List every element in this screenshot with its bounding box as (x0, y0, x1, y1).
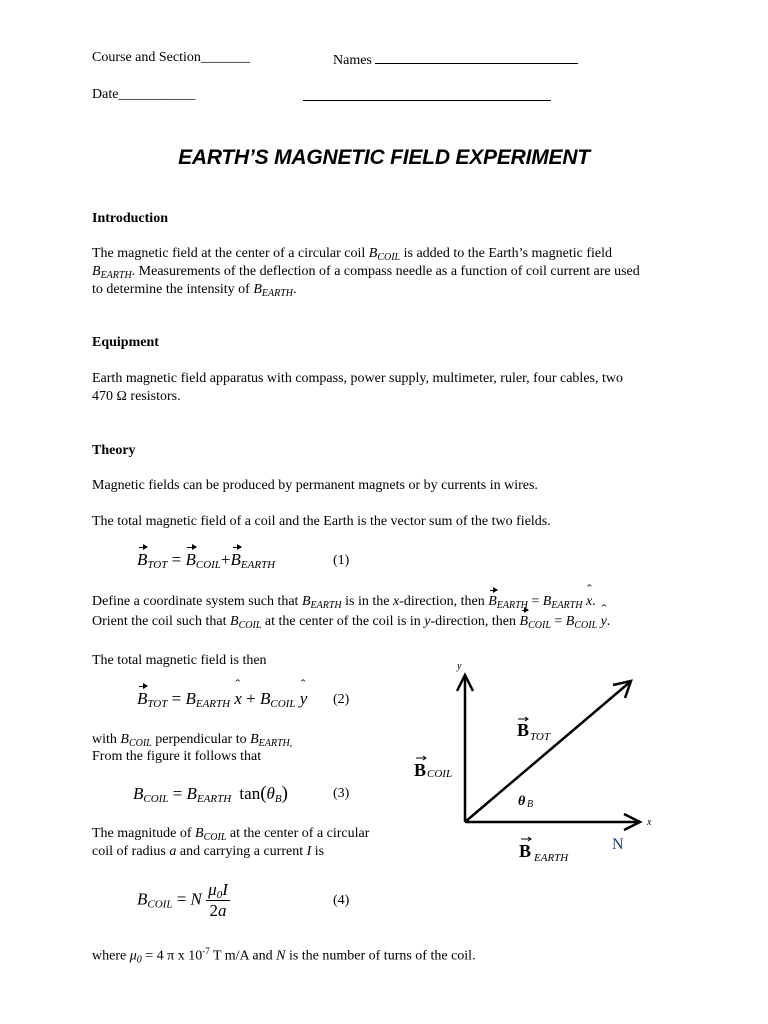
theory-perpendicular-line: with $B_{COIL}$ perpendicular to $B_{EARTH,}$ (92, 732, 293, 749)
svg-text:B: B (517, 720, 530, 740)
names-label: Names (333, 53, 372, 68)
intro-line-2: $B_{EARTH}$. Measurements of the deflection of a compass needle as a function of coil current are used (92, 264, 640, 281)
equation-2: $B_{TOT} = B_{EARTH}$ ˆ $x + B_{COIL}$ ˆ y (137, 689, 307, 709)
intro-line-1: The magnetic field at the center of a circular coil $B_{COIL}$ is added to the Earth’s magnetic field (92, 246, 612, 263)
names-blank (375, 49, 578, 64)
equipment-heading: Equipment (92, 335, 159, 350)
svg-text:EARTH: EARTH (534, 852, 569, 864)
y-axis-label: y (457, 661, 462, 672)
x-axis-label: x (647, 817, 652, 828)
equation-3: $B_{COIL} = B_{EARTH}$ $\tan(\theta_B)$ (133, 783, 288, 805)
equation-1: $B_{TOT} = B_{COIL}+B_{EARTH}$ (137, 550, 276, 571)
theory-define-line-1: Define a coordinate system such that $B_{EARTH}$ is in the x-direction, then $B_{EARTH} = B_{EARTH}$ ˆ x. (92, 593, 596, 611)
b-earth-label (519, 837, 569, 864)
theory-define-line-2: Orient the coil such that $B_{COIL}$ at the center of the coil is in y-direction, then $B_{COIL} = B_{COIL}$ ˆ y. (92, 613, 610, 631)
theory-figure-line: From the figure it follows that (92, 749, 262, 764)
names-field (333, 49, 578, 70)
vector-diagram (400, 655, 680, 870)
equation-4: $B_{COIL} = N$ $\frac{\mu_0I}{2a}$ (137, 880, 228, 920)
theory-paragraph-2: The total magnetic field of a coil and the Earth is the vector sum of the two fields. (92, 514, 551, 529)
equipment-line-1: Earth magnetic field apparatus with compass, power supply, multimeter, ruler, four cables, two (92, 371, 623, 386)
equipment-line-2: 470 Ω resistors. (92, 389, 181, 404)
page-title: EARTH’S MAGNETIC FIELD EXPERIMENT (178, 146, 590, 169)
svg-text:θ: θ (518, 794, 526, 809)
equation-2-number: (2) (333, 692, 350, 707)
introduction-heading: Introduction (92, 211, 168, 226)
b-coil-label (414, 756, 452, 780)
theory-magnitude-line-1: The magnitude of $B_{COIL}$ at the center of a circular (92, 826, 370, 843)
svg-text:B: B (414, 760, 427, 780)
svg-text:TOT: TOT (530, 731, 550, 743)
theory-magnitude-line-2: coil of radius a and carrying a current I is (92, 844, 325, 859)
theory-heading: Theory (92, 443, 136, 458)
svg-text:B: B (519, 841, 532, 861)
theory-paragraph-1: Magnetic fields can be produced by permanent magnets or by currents in wires. (92, 478, 538, 493)
equation-3-number: (3) (333, 786, 350, 801)
equation-1-number: (1) (333, 553, 350, 568)
date-field: Date___________ (92, 87, 196, 102)
svg-text:COIL: COIL (427, 768, 453, 780)
fraction: $\frac{\mu_0I}{2a}$ (208, 880, 228, 920)
equation-4-number: (4) (333, 893, 350, 908)
intro-line-3: to determine the intensity of $B_{EARTH}$. (92, 282, 297, 299)
theory-mu-line: where $\mu_0 = 4$ π x $10^{-7}$ T m/A and N is the number of turns of the coil. (92, 946, 476, 966)
theory-paragraph-3: The total magnetic field is then (92, 653, 267, 668)
theta-b-label (518, 794, 533, 810)
b-tot-label (517, 717, 551, 743)
north-label: N (612, 836, 624, 853)
svg-text:B: B (527, 799, 534, 810)
b-tot-vector (465, 682, 630, 822)
course-section-field: Course and Section_______ (92, 50, 250, 65)
blank-line (303, 86, 551, 101)
